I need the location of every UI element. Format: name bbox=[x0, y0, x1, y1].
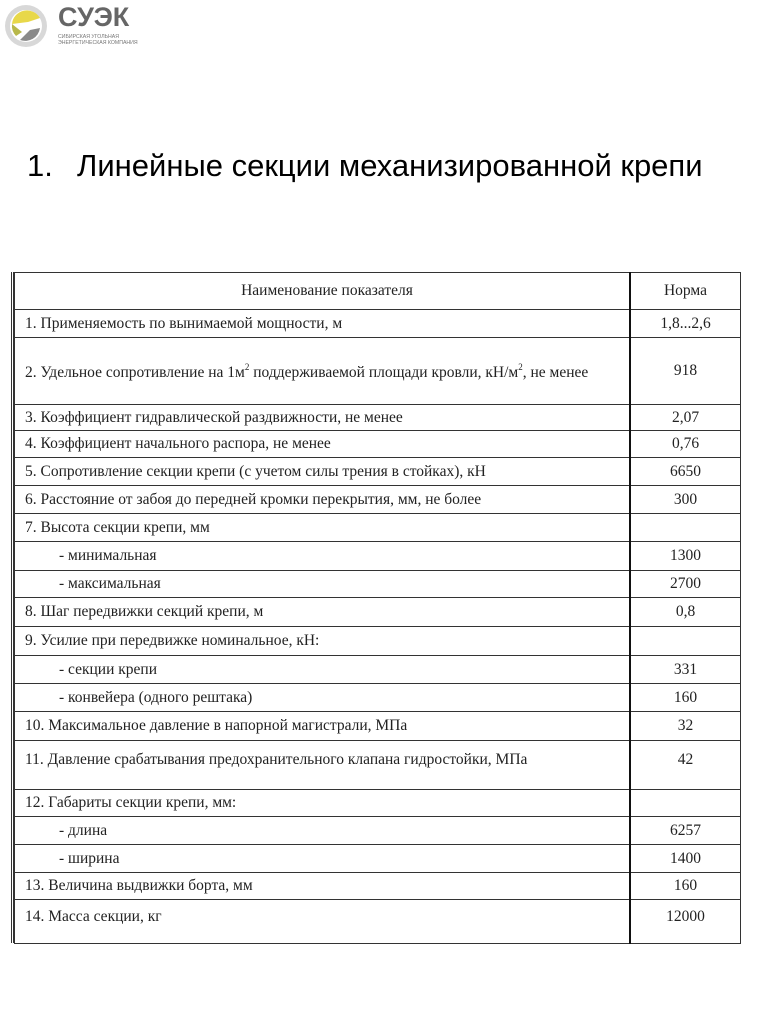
row-name: 10. Максимальное давление в напорной магистрали, МПа bbox=[15, 712, 631, 741]
row-name: - минимальная bbox=[15, 542, 631, 571]
row-name: 14. Масса секции, кг bbox=[15, 900, 631, 944]
table-row bbox=[15, 310, 741, 338]
row-value: 160 bbox=[630, 873, 741, 900]
row-value: 1300 bbox=[630, 542, 741, 571]
table-row bbox=[15, 627, 741, 656]
superscript: 2 bbox=[244, 361, 250, 372]
row-value: 32 bbox=[630, 712, 741, 741]
table-row bbox=[15, 845, 741, 873]
row-name bbox=[15, 338, 631, 405]
row-name: 11. Давление срабатывания предохранительного клапана гидростойки, МПа bbox=[15, 741, 631, 790]
row-name: 13. Величина выдвижки борта, мм bbox=[15, 873, 631, 900]
table-row bbox=[15, 458, 741, 486]
table-row bbox=[15, 542, 741, 571]
table-row bbox=[15, 741, 741, 790]
logo-name: СУЭК bbox=[58, 2, 130, 32]
row-value: 0,76 bbox=[630, 431, 741, 458]
row-value: 300 bbox=[630, 486, 741, 514]
table-row bbox=[15, 684, 741, 712]
specs-table-container bbox=[11, 272, 741, 943]
row-name: - конвейера (одного рештака) bbox=[15, 684, 631, 712]
table-row bbox=[15, 656, 741, 684]
gear-logo-icon bbox=[2, 2, 50, 50]
header-value: Норма bbox=[630, 273, 741, 310]
row-name-part1: 2. Удельное сопротивление на 1м bbox=[25, 363, 245, 381]
row-value: 918 bbox=[630, 338, 741, 405]
row-name: 4. Коэффициент начального распора, не менее bbox=[15, 431, 631, 458]
logo-subtitle-line2: ЭНЕРГЕТИЧЕСКАЯ КОМПАНИЯ bbox=[58, 40, 138, 46]
table-row bbox=[15, 873, 741, 900]
header-name: Наименование показателя bbox=[15, 273, 631, 310]
table-row bbox=[15, 338, 741, 405]
page-title bbox=[27, 148, 703, 184]
row-name: 9. Усилие при передвижке номинальное, кН: bbox=[15, 627, 631, 656]
table-row bbox=[15, 900, 741, 944]
row-name: 12. Габариты секции крепи, мм: bbox=[15, 790, 631, 817]
row-name-part3: , не менее bbox=[522, 363, 589, 381]
row-name: 1. Применяемость по вынимаемой мощности, м bbox=[15, 310, 631, 338]
row-value bbox=[630, 627, 741, 656]
logo-subtitle-line1: СИБИРСКАЯ УГОЛЬНАЯ bbox=[58, 34, 119, 40]
row-name: 3. Коэффициент гидравлической раздвижности, не менее bbox=[15, 405, 631, 431]
row-name: - длина bbox=[15, 817, 631, 845]
row-value bbox=[630, 790, 741, 817]
company-logo bbox=[0, 0, 150, 52]
table-row bbox=[15, 817, 741, 845]
specs-table bbox=[14, 272, 741, 944]
row-name: 6. Расстояние от забоя до передней кромки перекрытия, мм, не более bbox=[15, 486, 631, 514]
table-header-row bbox=[15, 273, 741, 310]
title-text: Линейные секции механизированной крепи bbox=[77, 148, 703, 183]
row-value: 1,8...2,6 bbox=[630, 310, 741, 338]
table-row bbox=[15, 514, 741, 542]
row-value bbox=[630, 514, 741, 542]
title-number: 1. bbox=[27, 148, 53, 183]
row-value: 2,07 bbox=[630, 405, 741, 431]
row-name: - ширина bbox=[15, 845, 631, 873]
row-value: 6650 bbox=[630, 458, 741, 486]
row-name: - секции крепи bbox=[15, 656, 631, 684]
logo-subtitle bbox=[58, 34, 138, 46]
row-value: 12000 bbox=[630, 900, 741, 944]
row-value: 331 bbox=[630, 656, 741, 684]
row-value: 6257 bbox=[630, 817, 741, 845]
table-row bbox=[15, 486, 741, 514]
table-row bbox=[15, 571, 741, 598]
row-name: 7. Высота секции крепи, мм bbox=[15, 514, 631, 542]
row-name: 8. Шаг передвижки секций крепи, м bbox=[15, 598, 631, 627]
row-name: - максимальная bbox=[15, 571, 631, 598]
row-name: 5. Сопротивление секции крепи (с учетом силы трения в стойках), кН bbox=[15, 458, 631, 486]
row-value: 160 bbox=[630, 684, 741, 712]
row-value: 1400 bbox=[630, 845, 741, 873]
row-value: 0,8 bbox=[630, 598, 741, 627]
table-row bbox=[15, 405, 741, 431]
table-row bbox=[15, 431, 741, 458]
row-name-part2: поддерживаемой площади кровли, кН/м bbox=[249, 363, 519, 381]
table-row bbox=[15, 598, 741, 627]
table-row bbox=[15, 790, 741, 817]
superscript: 2 bbox=[518, 361, 523, 372]
row-value: 2700 bbox=[630, 571, 741, 598]
row-value: 42 bbox=[630, 741, 741, 790]
table-row bbox=[15, 712, 741, 741]
